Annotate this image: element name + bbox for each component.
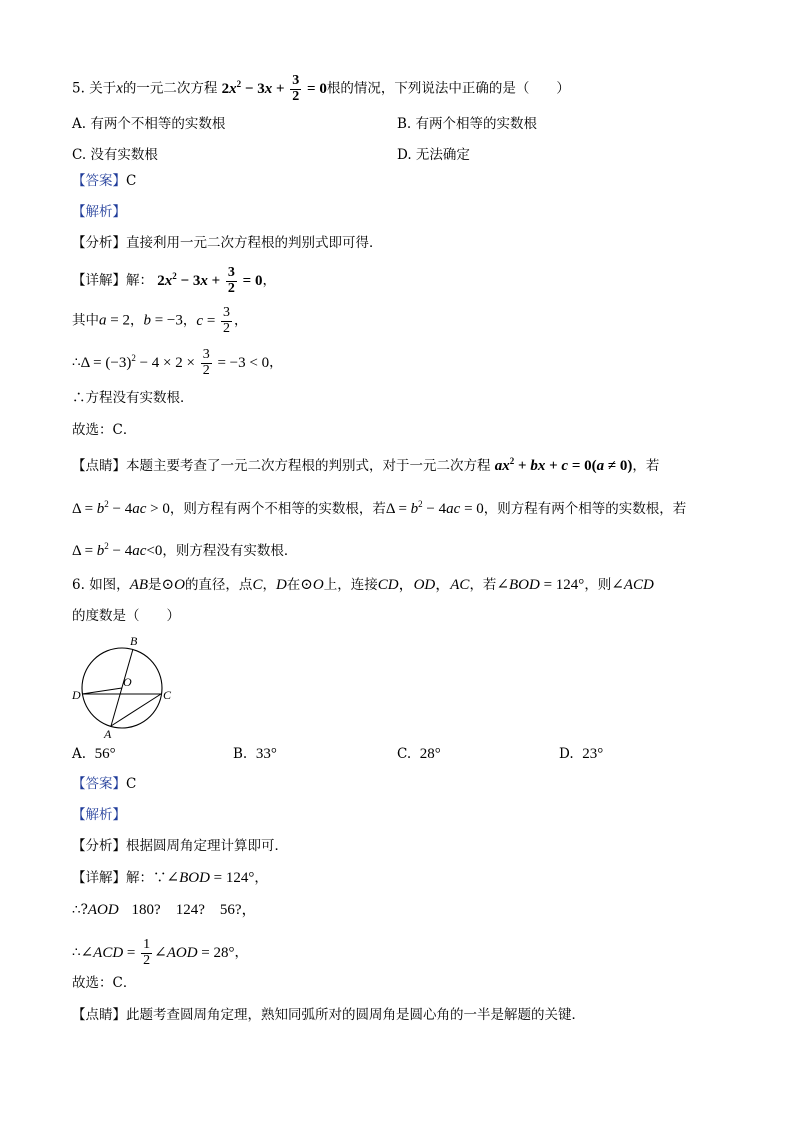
- q5-equation: $2x^2 - 3x$ + $\frac{3}{2}$ = 0: [221, 73, 327, 104]
- q5-option-a: A. 有两个不相等的实数根: [72, 116, 226, 132]
- q5-fenxi: 【分析】直接利用一元二次方程根的判别式即可得．: [72, 235, 383, 251]
- q5-xiangjie: 【详解】解： $2x^2 - 3x$ + $\frac{3}{2}$ = 0，: [72, 265, 276, 296]
- circle-figure: [70, 630, 180, 740]
- q5-coefficients: 其中a = 2，b = −3，c = $\frac{3}{2}$ ，: [72, 305, 248, 336]
- q6-option-b: B. 33°: [233, 746, 277, 762]
- q5-option-b: B. 有两个相等的实数根: [397, 116, 538, 132]
- q5-dianjing-line1: 【点睛】本题主要考查了一元二次方程根的判别式，对于一元二次方程 $ax^2$ + bx + c = 0(a ≠ 0)，若: [72, 456, 660, 474]
- q5-dianjing-line2: $\Delta = b^2 - 4ac > 0$，则方程有两个不相等的实数根，若$\Delta = b^2 - 4ac = 0$，则方程有两个相等的实数根，若: [72, 499, 687, 517]
- q6-stem: 6. 如图，AB是⊙O的直径，点C，D在⊙O上，连接CD，OD，AC，若∠BOD = 124°，则∠ACD: [72, 577, 654, 593]
- q6-stem-line2: 的度数是（ ）: [72, 608, 180, 624]
- q6-number: 6.: [72, 577, 85, 593]
- q6-option-d: D. 23°: [559, 746, 604, 762]
- q5-option-d: D. 无法确定: [397, 147, 470, 163]
- q5-number: 5.: [72, 80, 85, 97]
- label-d: D: [72, 688, 81, 702]
- q6-analysis-heading: 【解析】: [72, 807, 126, 823]
- q5-answer: 【答案】C: [72, 173, 137, 189]
- q6-answer: 【答案】C: [72, 776, 137, 792]
- q6-step2: ∴?AOD 180? 124? 56?，: [72, 902, 257, 918]
- q6-circle-diagram: [70, 630, 180, 740]
- q6-dianjing: 【点睛】此题考查圆周角定理，熟知同弧所对的圆周角是圆心角的一半是解题的关键．: [72, 1007, 585, 1023]
- q6-choose: 故选：C．: [72, 975, 137, 991]
- q5-option-c: C. 没有实数根: [72, 147, 158, 163]
- q6-xiangjie: 【详解】解：∵∠BOD = 124°，: [72, 870, 268, 886]
- q5-stem: 5. 关于x的一元二次方程 $2x^2 - 3x$ + $\frac{3}{2}$ = 0根的情况，下列说法中正确的是（ ）: [72, 73, 570, 104]
- label-c: C: [163, 688, 172, 702]
- label-o: O: [123, 675, 132, 689]
- q5-analysis-heading: 【解析】: [72, 204, 126, 220]
- q6-option-c: C. 28°: [397, 746, 441, 762]
- q6-option-a: A. 56°: [72, 746, 116, 762]
- q5-dianjing-line3: $\Delta = b^2 - 4ac<0$，则方程没有实数根．: [72, 541, 298, 559]
- q6-step3: ∴∠ACD = $\frac{1}{2}$ ∠AOD = 28°，: [72, 937, 249, 968]
- q6-fenxi: 【分析】根据圆周角定理计算即可．: [72, 838, 288, 854]
- q5-choose: 故选：C．: [72, 422, 137, 438]
- q5-conclusion: ∴方程没有实数根．: [72, 390, 194, 406]
- q5-discriminant: ∴Δ = $(-3)^2 - 4 \times 2$ × $\frac{3}{2}$ = −3 < 0，: [72, 347, 283, 378]
- label-a: A: [104, 727, 112, 740]
- label-b: B: [130, 634, 138, 648]
